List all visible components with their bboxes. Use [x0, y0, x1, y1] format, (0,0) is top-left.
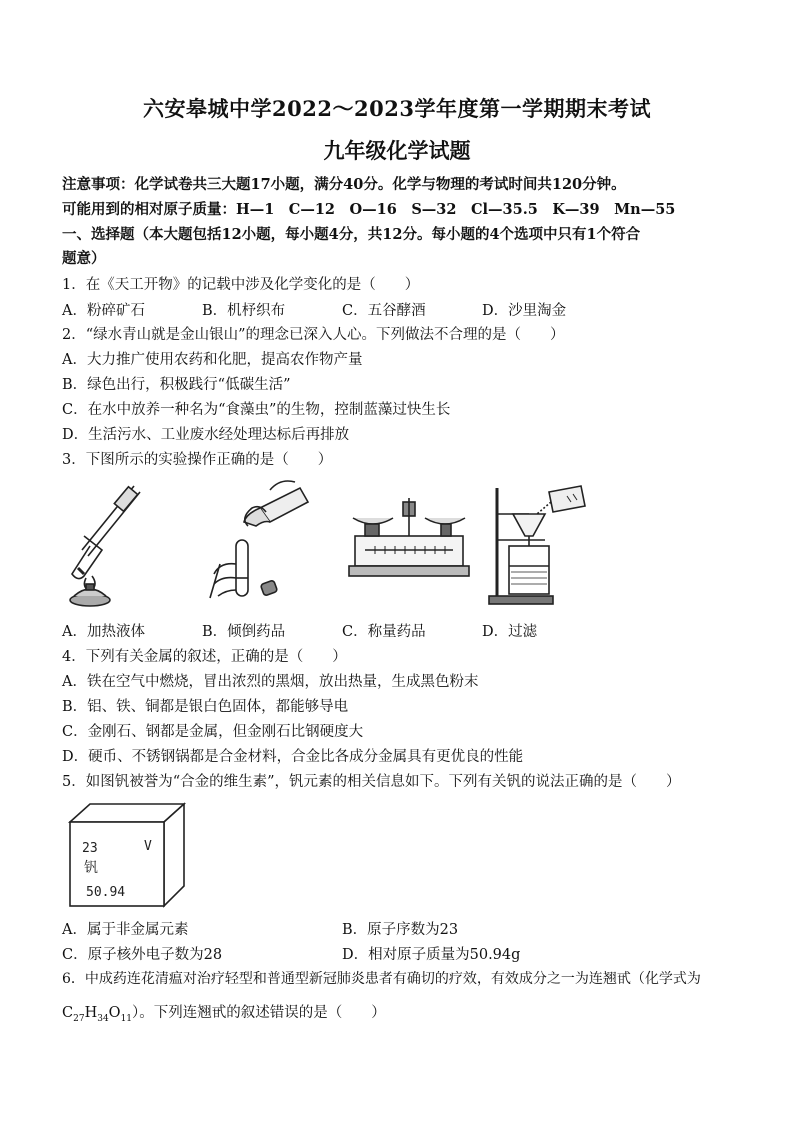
- question-6-stem: 6．中成药连花清瘟对治疗轻型和普通型新冠肺炎患者有确切的疗效，有效成分之一为连翘甙（化学式为: [62, 971, 701, 987]
- element-number: 23: [82, 841, 98, 856]
- formula-c: C: [62, 1005, 74, 1021]
- balance-figure: [345, 496, 475, 608]
- formula-o: O: [108, 1005, 121, 1021]
- question-1-option-b: B．机杼织布: [202, 303, 286, 319]
- formula-h-count: 34: [97, 1013, 109, 1024]
- section-1-heading: 一、选择题（本大题包括12小题，每小题4分，共12分。每小题的4个选项中只有1个符合: [62, 226, 641, 243]
- right-pan: [425, 518, 465, 524]
- question-5-stem: 5．如图钒被誉为“合金的维生素”，钒元素的相关信息如下。下列有关钒的说法正确的是（ ）: [62, 774, 681, 790]
- beaker: [509, 546, 549, 594]
- test-tube: [72, 536, 102, 579]
- section-1-heading-cont: 题意）: [62, 250, 106, 267]
- formula-h: H: [84, 1005, 98, 1021]
- question-6-stem-cont: [62, 1001, 386, 1024]
- question-3-option-b: B．倾倒药品: [202, 624, 286, 640]
- question-5-option-c: C．原子核外电子数为28: [62, 947, 223, 963]
- atomic-masses: 可能用到的相对原子质量：H—1 C—12 O—16 S—32 Cl—35.5 K—39 Mn—55: [62, 201, 676, 218]
- question-6-stem-tail: ）。下列连翘甙的叙述错误的是（ ）: [132, 1005, 386, 1021]
- question-3-stem: 3．下图所示的实验操作正确的是（ ）: [62, 452, 333, 468]
- question-2-option-b: B．绿色出行，积极践行“低碳生活”: [62, 377, 291, 393]
- test-tube: [236, 540, 248, 596]
- question-1-option-d: D．沙里淘金: [482, 303, 567, 319]
- question-4-option-d: D．硬币、不锈钢锅都是合金材料，合金比各成分金属具有更优良的性能: [62, 749, 524, 765]
- question-5-option-a: A．属于非金属元素: [62, 922, 189, 938]
- question-3-option-a: A．加热液体: [62, 624, 145, 640]
- question-4-option-a: A．铁在空气中燃烧，冒出浓烈的黑烟，放出热量，生成黑色粉末: [62, 674, 479, 690]
- question-2-option-d: D．生活污水、工业废水经处理达标后再排放: [62, 427, 350, 443]
- formula-c-count: 27: [73, 1013, 85, 1024]
- question-4-option-c: C．金刚石、钢都是金属，但金刚石比钢硬度大: [62, 724, 364, 740]
- page-title: 六安皋城中学2022～2023学年度第一学期期末考试: [143, 96, 651, 121]
- question-2-stem: 2．“绿水青山就是金山银山”的理念已深入人心。下列做法不合理的是（ ）: [62, 327, 565, 343]
- question-5-option-b: B．原子序数为23: [342, 922, 459, 938]
- question-1-stem: 1．在《天工开物》的记载中涉及化学变化的是（ ）: [62, 277, 420, 293]
- question-3-option-d: D．过滤: [482, 624, 538, 640]
- question-2-option-a: A．大力推广使用农药和化肥，提高农作物产量: [62, 352, 363, 368]
- element-symbol: V: [144, 839, 152, 854]
- page-subtitle: 九年级化学试题: [323, 138, 471, 163]
- element-card-figure: [66, 800, 188, 912]
- funnel: [513, 514, 545, 536]
- question-5-option-d: D．相对原子质量为50.94g: [342, 947, 521, 963]
- left-pan: [353, 518, 393, 524]
- heating-liquid-figure: [62, 478, 162, 608]
- filtration-figure: [485, 484, 605, 608]
- question-1-option-c: C．五谷酵酒: [342, 303, 426, 319]
- question-4-stem: 4．下列有关金属的叙述，正确的是（ ）: [62, 649, 347, 665]
- question-1-option-a: A．粉碎矿石: [62, 303, 145, 319]
- bottle-stopper: [260, 580, 277, 596]
- question-3-option-c: C．称量药品: [342, 624, 426, 640]
- question-2-option-c: C．在水中放养一种名为“食藻虫”的生物，控制蓝藻过快生长: [62, 402, 451, 418]
- beaker-pouring: [549, 486, 585, 512]
- question-4-option-b: B．铝、铁、铜都是银白色固体，都能够导电: [62, 699, 349, 715]
- exam-notes: 注意事项：化学试卷共三大题17小题，满分40分。化学与物理的考试时间共120分钟。: [62, 176, 626, 193]
- element-name: 钒: [84, 860, 98, 876]
- formula-o-count: 11: [120, 1013, 133, 1024]
- element-mass: 50.94: [86, 885, 126, 900]
- reagent-bottle: [260, 488, 308, 522]
- pouring-reagent-figure: [200, 478, 310, 608]
